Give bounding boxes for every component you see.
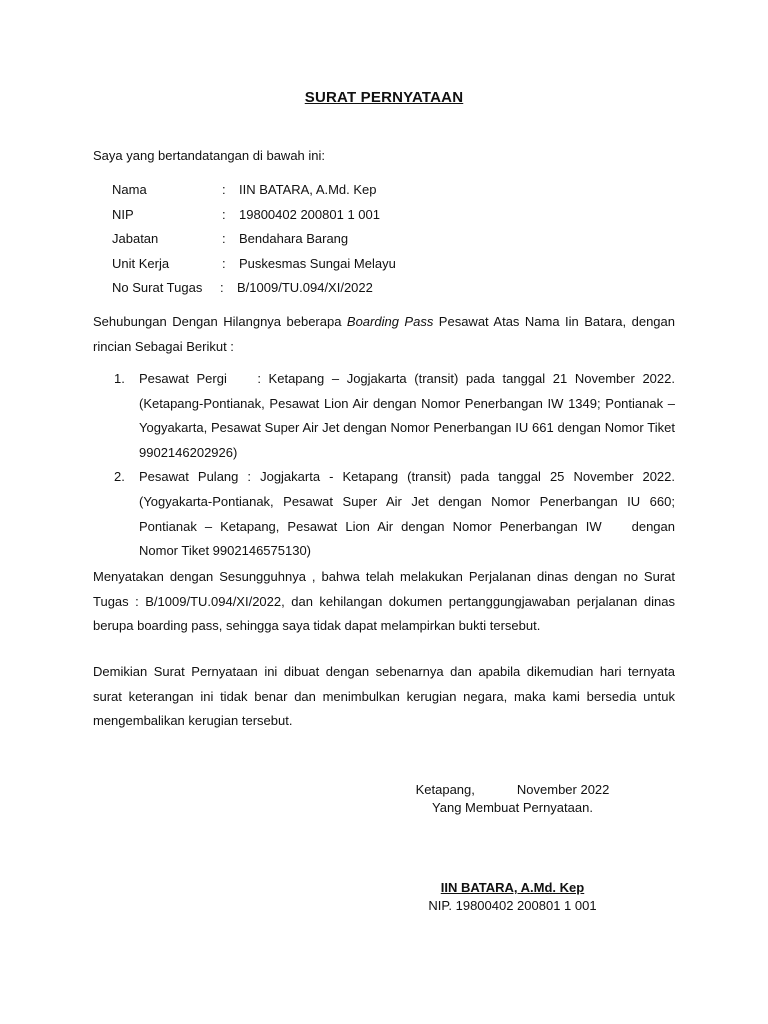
field-value: Puskesmas Sungai Melayu bbox=[239, 255, 396, 271]
field-value: IIN BATARA, A.Md. Kep bbox=[239, 182, 377, 197]
paragraph-context-before: Sehubungan Dengan Hilangnya beberapa bbox=[93, 314, 347, 329]
signature-header bbox=[380, 781, 645, 817]
field-colon: : bbox=[220, 280, 224, 296]
field-colon: : bbox=[222, 206, 226, 222]
field-value: 19800402 200801 1 001 bbox=[239, 206, 380, 222]
flight-list bbox=[93, 367, 679, 564]
document-title: SURAT PERNYATAAN bbox=[304, 89, 464, 106]
boarding-pass-term: Boarding Pass bbox=[346, 314, 434, 329]
list-item bbox=[93, 367, 679, 465]
signer-nip: NIP. 19800402 200801 1 001 bbox=[428, 898, 597, 913]
signature-date: November 2022 bbox=[516, 782, 610, 797]
field-label: Unit Kerja bbox=[112, 255, 170, 271]
field-label: No Surat Tugas bbox=[112, 280, 203, 296]
list-number: 2. bbox=[114, 469, 125, 485]
field-label: Jabatan bbox=[112, 231, 159, 247]
signature-role: Yang Membuat Pernyataan. bbox=[432, 800, 593, 815]
signer-name: IIN BATARA, A.Md. Kep bbox=[440, 880, 585, 895]
place-date bbox=[380, 781, 645, 799]
paragraph-statement: Menyatakan dengan Sesungguhnya , bahwa telah melakukan Perjalanan dinas dengan no Surat Tugas : B/1009/TU.094/XI/2022, dan kehilangan dokumen pertanggungjawaban perjalanan dinas berupa boarding pass, sehingga saya tidak dapat melampirkan bukti tersebut. bbox=[93, 569, 675, 634]
field-label: NIP bbox=[112, 206, 134, 222]
signature-footer bbox=[380, 879, 645, 915]
field-value: Bendahara Barang bbox=[239, 231, 349, 247]
list-item-text-end: dengan Nomor Tiket 9902146575130) bbox=[139, 518, 675, 559]
field-colon: : bbox=[222, 182, 226, 197]
field-value: B/1009/TU.094/XI/2022 bbox=[237, 280, 373, 296]
paragraph-closing: Demikian Surat Pernyataan ini dibuat dengan sebenarnya dan apabila dikemudian hari ternyata surat keterangan ini tidak benar dan menimbulkan kerugian negara, maka kami bersedia untuk mengembalikan kerugian tersebut. bbox=[93, 664, 675, 729]
list-number: 1. bbox=[114, 371, 125, 386]
paragraph-context-after: Pesawat Atas Nama Iin Batara, dengan rincian Sebagai Berikut : bbox=[93, 314, 675, 354]
paragraph-context bbox=[93, 310, 675, 359]
list-item bbox=[93, 465, 675, 563]
intro-text: Saya yang bertandatangan di bawah ini: bbox=[93, 148, 326, 163]
signature-place: Ketapang, bbox=[415, 782, 475, 797]
field-label: Nama bbox=[112, 182, 147, 197]
field-colon: : bbox=[222, 255, 226, 271]
list-item-text: Pesawat Pulang : Jogjakarta - Ketapang (transit) pada tanggal 25 November 2022. (Yogyakarta-Pontianak, Pesawat Super Air Jet dengan Nomor Penerbangan IU 660; Pontianak – Ketapang, Pesawat Lion Air dengan Nomor Penerbangan IW bbox=[139, 469, 675, 534]
list-item-text: Pesawat Pergi : Ketapang – Jogjakarta (transit) pada tanggal 21 November 2022. (Ketapang-Pontianak, Pesawat Lion Air dengan Nomor Penerbangan IW 1349; Pontianak – Yogyakarta, Pesawat Super Air Jet dengan Nomor Penerbangan IU 661 dengan Nomor Tiket 9902146202926) bbox=[139, 371, 679, 460]
field-colon: : bbox=[222, 231, 226, 247]
